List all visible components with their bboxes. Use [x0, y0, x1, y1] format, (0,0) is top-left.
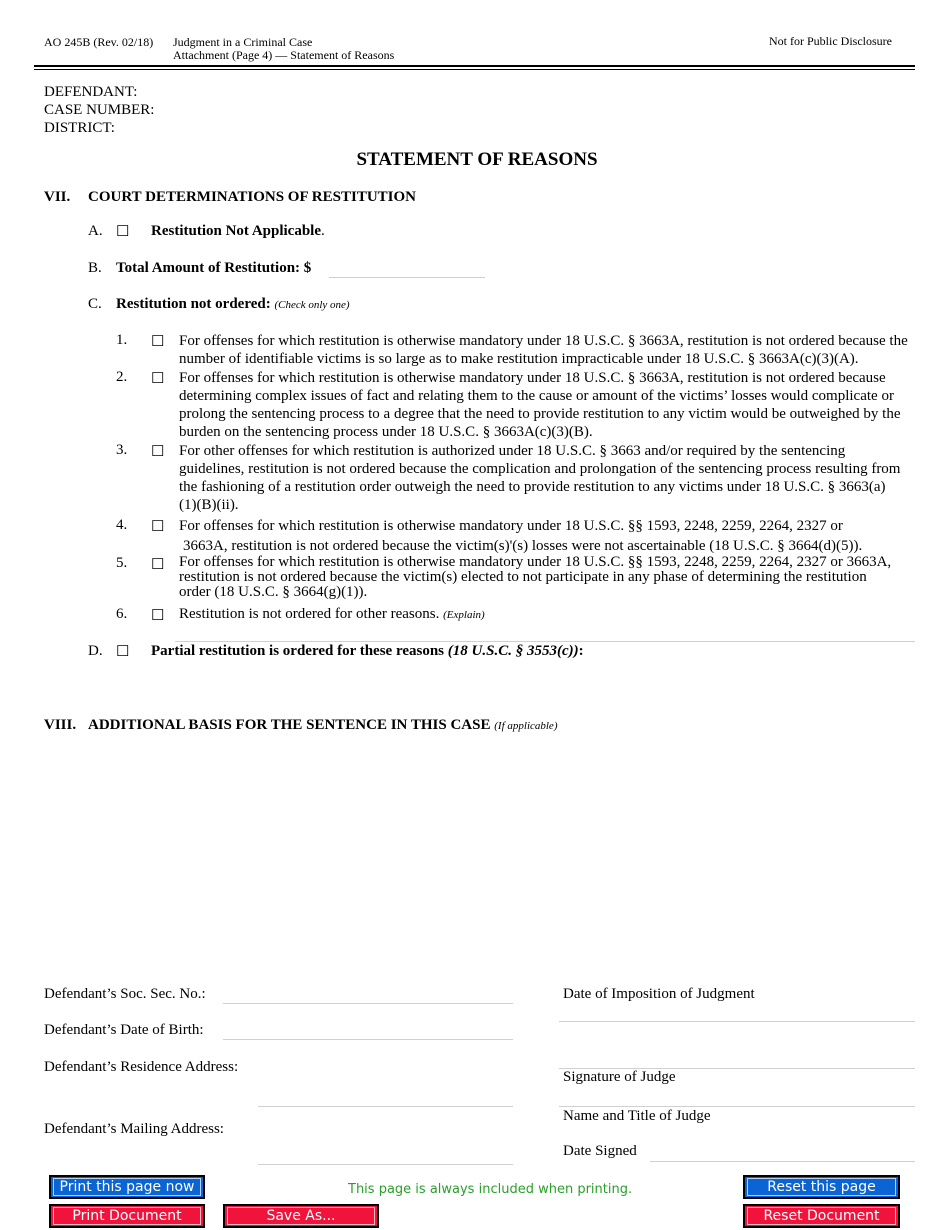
other-reasons-explain-input[interactable] [175, 624, 915, 642]
c-item-text-line1: For offenses for which restitution is otherwise mandatory under 18 U.S.C. §§ 1593, 2248, 2259, 2264, 2327 or [179, 518, 843, 534]
judge-name-input[interactable] [559, 1088, 915, 1107]
checkbox-c5[interactable]: ☐ [151, 557, 165, 573]
district-label: DISTRICT: [44, 120, 115, 136]
c-item-text: For offenses for which restitution is otherwise mandatory under 18 U.S.C. § 3663A, restitution is not ordered because the number of identifiable victims is so large as to make restitution impracticable under 18 U.S.C. § 3663A(c)(3)(A). [179, 333, 908, 367]
section-8-title: ADDITIONAL BASIS FOR THE SENTENCE IN THIS CASE (If applicable) [88, 717, 558, 733]
mailing-address-input[interactable] [258, 1117, 513, 1165]
disclosure-notice: Not for Public Disclosure [769, 34, 892, 48]
residence-address-input[interactable] [258, 1059, 513, 1107]
not-applicable-label: Restitution Not Applicable. [151, 223, 325, 239]
checkbox-c2[interactable]: ☐ [151, 371, 165, 387]
c-item-text: For offenses for which restitution is otherwise mandatory under 18 U.S.C. § 3663A, restitution is not ordered because determining complex issues of fact and relating them to the cause or amount of the victims’ losses would complicate or prolong the sentencing process to a degree that the need to provide restitution to any victim would be outweighed by the burden on the sentencing process under 18 U.S.C. § 3663A(c)(3)(B). [179, 370, 901, 440]
ssn-label: Defendant’s Soc. Sec. No.: [44, 986, 206, 1002]
dob-label: Defendant’s Date of Birth: [44, 1022, 204, 1038]
date-signed-input[interactable] [650, 1143, 915, 1162]
c-item-number: 4. [116, 517, 128, 533]
checkbox-c4[interactable]: ☐ [151, 519, 165, 535]
c-item-number: 6. [116, 606, 128, 622]
item-a-letter: A. [88, 223, 103, 239]
checkbox-c6[interactable]: ☐ [151, 608, 165, 624]
print-note: This page is always included when printing. [348, 1182, 633, 1197]
form-title-line1: Judgment in a Criminal Case [173, 35, 313, 49]
dob-input[interactable] [223, 1022, 513, 1040]
c-item-text: Restitution is not ordered for other reasons. (Explain) [179, 606, 485, 622]
total-restitution-label: Total Amount of Restitution: $ [116, 260, 312, 276]
ssn-input[interactable] [223, 986, 513, 1004]
restitution-not-ordered-label: Restitution not ordered: (Check only one) [116, 296, 350, 312]
date-imposition-label: Date of Imposition of Judgment [563, 986, 755, 1002]
header-rule [34, 65, 915, 67]
judge-name-label: Name and Title of Judge [563, 1108, 711, 1124]
reset-document-button[interactable]: Reset Document [743, 1204, 900, 1228]
c-item-text: For offenses for which restitution is otherwise mandatory under 18 U.S.C. §§ 1593, 2248, 2259, 2264, 2327 or 3663A, restitution is not ordered because the victim(s) elected to not participate in any phase of determining the restitution order (18 U.S.C. § 3664(g)(1)). [179, 554, 892, 600]
c-item-number: 2. [116, 369, 128, 385]
reset-page-button[interactable]: Reset this page [743, 1175, 900, 1199]
print-document-button[interactable]: Print Document [49, 1204, 205, 1228]
section-7-title: COURT DETERMINATIONS OF RESTITUTION [88, 189, 417, 205]
partial-restitution-label: Partial restitution is ordered for these reasons (18 U.S.C. § 3553(c)): [151, 643, 584, 659]
date-imposition-input[interactable] [559, 1004, 915, 1022]
print-page-button[interactable]: Print this page now [49, 1175, 205, 1199]
page-title: STATEMENT OF REASONS [356, 149, 598, 170]
date-signed-label: Date Signed [563, 1143, 637, 1159]
form-title-line2: Attachment (Page 4) — Statement of Reasons [173, 48, 395, 62]
c-item-text: For other offenses for which restitution is authorized under 18 U.S.C. § 3663 and/or required by the sentencing guidelines, restitution is not ordered because the complication and prolongation of the sentencing process resulting from the fashioning of a restitution order outweigh the need to provide restitution to any victims under 18 U.S.C. § 3663(a)(1)(B)(ii). [179, 443, 901, 513]
case-number-label: CASE NUMBER: [44, 102, 155, 118]
residence-address-label: Defendant’s Residence Address: [44, 1059, 239, 1075]
additional-basis-textarea[interactable] [44, 740, 915, 965]
form-id: AO 245B (Rev. 02/18) [44, 35, 154, 49]
section-7-number: VII. [44, 189, 71, 205]
mailing-address-label: Defendant’s Mailing Address: [44, 1121, 224, 1137]
judge-signature-label: Signature of Judge [563, 1069, 676, 1085]
c-item-number: 3. [116, 442, 128, 458]
total-restitution-input[interactable] [329, 259, 485, 278]
checkbox-partial-restitution[interactable]: ☐ [116, 644, 130, 660]
save-as-button[interactable]: Save As... [223, 1204, 379, 1228]
checkbox-not-applicable[interactable]: ☐ [116, 224, 130, 240]
c-item-text-line2: 3663A, restitution is not ordered because the victim(s)'(s) losses were not ascertainable (18 U.S.C. § 3664(d)(5)). [183, 538, 863, 554]
judge-signature-line [559, 1028, 915, 1069]
defendant-label: DEFENDANT: [44, 84, 138, 100]
checkbox-c1[interactable]: ☐ [151, 334, 165, 350]
c-item-number: 5. [116, 555, 128, 571]
c-item-number: 1. [116, 332, 128, 348]
checkbox-c3[interactable]: ☐ [151, 444, 165, 460]
item-c-letter: C. [88, 296, 102, 312]
section-8-number: VIII. [44, 717, 77, 733]
item-d-letter: D. [88, 643, 103, 659]
header-rule-thin [34, 69, 915, 70]
item-b-letter: B. [88, 260, 102, 276]
